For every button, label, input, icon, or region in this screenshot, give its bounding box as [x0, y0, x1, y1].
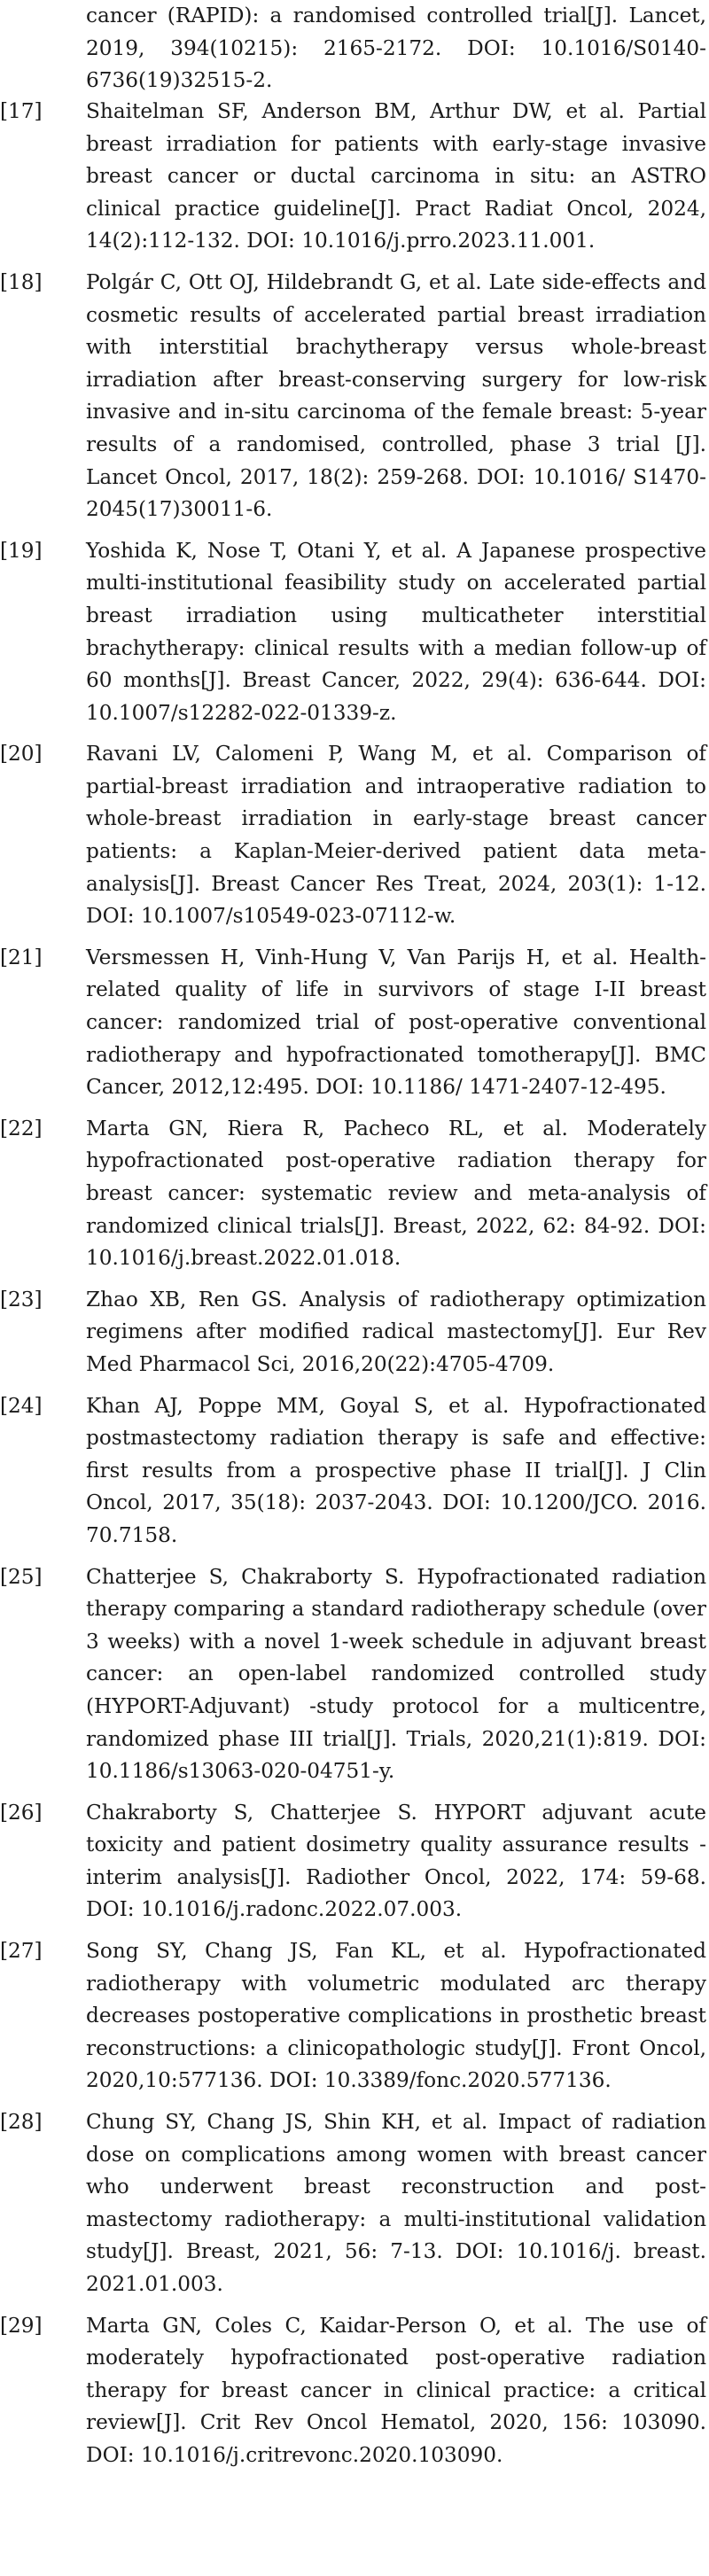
reference-number: [28]: [0, 2110, 43, 2135]
reference-item: [0, 2106, 709, 2301]
reference-text: Yoshida K, Nose T, Otani Y, et al. A Japanese prospective multi-institutional feasibility study on accelerated partial breast irradiation using multicatheter interstitial brachytherapy: clinical results with a median follow-up of 60 months[J]. Breast Cancer, 2022, 29(4): 636-644. DOI: 10.1007/s12282-022-01339-z.: [86, 538, 706, 725]
reference-item: [0, 535, 709, 730]
reference-text: Chatterjee S, Chakraborty S. Hypofractionated radiation therapy comparing a standard radiotherapy schedule (over 3 weeks) with a novel 1-week schedule in adjuvant breast cancer: an open-label randomized controlled study (HYPORT-Adjuvant) -study protocol for a multicentre, randomized phase III trial[J]. Trials, 2020,21(1):819. DOI: 10.1186/s13063-020-04751-y.: [86, 1564, 706, 1784]
reference-text: Song SY, Chang JS, Fan KL, et al. Hypofractionated radiotherapy with volumetric modulated arc therapy decreases postoperative complications in prosthetic breast reconstructions: a clinicopathologic study[J]. Front Oncol, 2020,10:577136. DOI: 10.3389/fonc.2020.577136.: [86, 1939, 706, 2093]
reference-item: [0, 1390, 709, 1553]
reference-text: Shaitelman SF, Anderson BM, Arthur DW, et al. Partial breast irradiation for patients with early-stage invasive breast cancer or ductal carcinoma in situ: an ASTRO clinical practice guideline[J]. Pract Radiat Oncol, 2024, 14(2):112-132. DOI: 10.1016/j.prro.2023.11.001.: [86, 99, 706, 253]
reference-item: [0, 1797, 709, 1926]
reference-number: [25]: [0, 1564, 43, 1589]
reference-number: [20]: [0, 742, 43, 767]
reference-item: [0, 942, 709, 1104]
reference-number: [19]: [0, 538, 43, 563]
reference-number: [18]: [0, 269, 43, 294]
reference-list: [0, 96, 709, 2481]
reference-item: [0, 267, 709, 526]
reference-item: [0, 1935, 709, 2097]
reference-number: [29]: [0, 2313, 43, 2338]
reference-item: [0, 2310, 709, 2472]
reference-text: Ravani LV, Calomeni P, Wang M, et al. Comparison of partial-breast irradiation and intraoperative radiation to whole-breast irradiation in early-stage breast cancer patients: a Kaplan-Meier-derived patient data meta-analysis[J]. Breast Cancer Res Treat, 2024, 203(1): 1-12. DOI: 10.1007/s10549-023-07112-w.: [86, 742, 706, 929]
reference-number: [23]: [0, 1287, 43, 1311]
reference-number: [26]: [0, 1800, 43, 1825]
reference-text: Zhao XB, Ren GS. Analysis of radiotherapy optimization regimens after modified radical mastectomy[J]. Eur Rev Med Pharmacol Sci, 2016,20(22):4705-4709.: [86, 1287, 706, 1376]
reference-text: Versmessen H, Vinh-Hung V, Van Parijs H, et al. Health-related quality of life in survivors of stage I-II breast cancer: randomized trial of post-operative conventional radiotherapy and hypofractionated tomotherapy[J]. BMC Cancer, 2012,12:495. DOI: 10.1186/ 1471-2407-12-495.: [86, 945, 706, 1100]
reference-text: Chung SY, Chang JS, Shin KH, et al. Impact of radiation dose on complications among women with breast cancer who underwent breast reconstruction and post-mastectomy radiotherapy: a multi-institutional validation study[J]. Breast, 2021, 56: 7-13. DOI: 10.1016/j. breast. 2021.01.003.: [86, 2110, 706, 2296]
reference-item: [0, 1113, 709, 1275]
reference-text: Polgár C, Ott OJ, Hildebrandt G, et al. Late side-effects and cosmetic results of accelerated partial breast irradiation with interstitial brachytherapy versus whole-breast irradiation after breast-conserving surgery for low-risk invasive and in-situ carcinoma of the female breast: 5-year results of a randomised, controlled, phase 3 trial [J]. Lancet Oncol, 2017, 18(2): 259-268. DOI: 10.1016/ S1470-2045(17)30011-6.: [86, 269, 706, 522]
reference-item: [0, 96, 709, 258]
reference-item: [0, 738, 709, 933]
reference-continuation: cancer (RAPID): a randomised controlled trial[J]. Lancet, 2019, 394(10215): 2165-2172. DOI: 10.1016/S0140-6736(19)32515-2.: [86, 4, 706, 93]
reference-number: [21]: [0, 945, 43, 969]
reference-text: Chakraborty S, Chatterjee S. HYPORT adjuvant acute toxicity and patient dosimetry quality assurance results - interim analysis[J]. Radiother Oncol, 2022, 174: 59-68. DOI: 10.1016/j.radonc.2022.07.003.: [86, 1800, 706, 1922]
reference-text: Marta GN, Riera R, Pacheco RL, et al. Moderately hypofractionated post-operative radiation therapy for breast cancer: systematic review and meta-analysis of randomized clinical trials[J]. Breast, 2022, 62: 84-92. DOI: 10.1016/j.breast.2022.01.018.: [86, 1116, 706, 1271]
reference-item: [0, 1284, 709, 1381]
reference-number: [27]: [0, 1939, 43, 1964]
reference-number: [22]: [0, 1116, 43, 1140]
reference-text: Khan AJ, Poppe MM, Goyal S, et al. Hypofractionated postmastectomy radiation therapy is safe and effective: first results from a prospective phase II trial[J]. J Clin Oncol, 2017, 35(18): 2037-2043. DOI: 10.1200/JCO. 2016. 70.7158.: [86, 1393, 706, 1547]
reference-number: [24]: [0, 1393, 43, 1418]
reference-number: [17]: [0, 99, 43, 123]
reference-item: [0, 1561, 709, 1788]
reference-text: Marta GN, Coles C, Kaidar-Person O, et al. The use of moderately hypofractionated post-operative radiation therapy for breast cancer in clinical practice: a critical review[J]. Crit Rev Oncol Hematol, 2020, 156: 103090. DOI: 10.1016/j.critrevonc.2020.103090.: [86, 2313, 706, 2467]
